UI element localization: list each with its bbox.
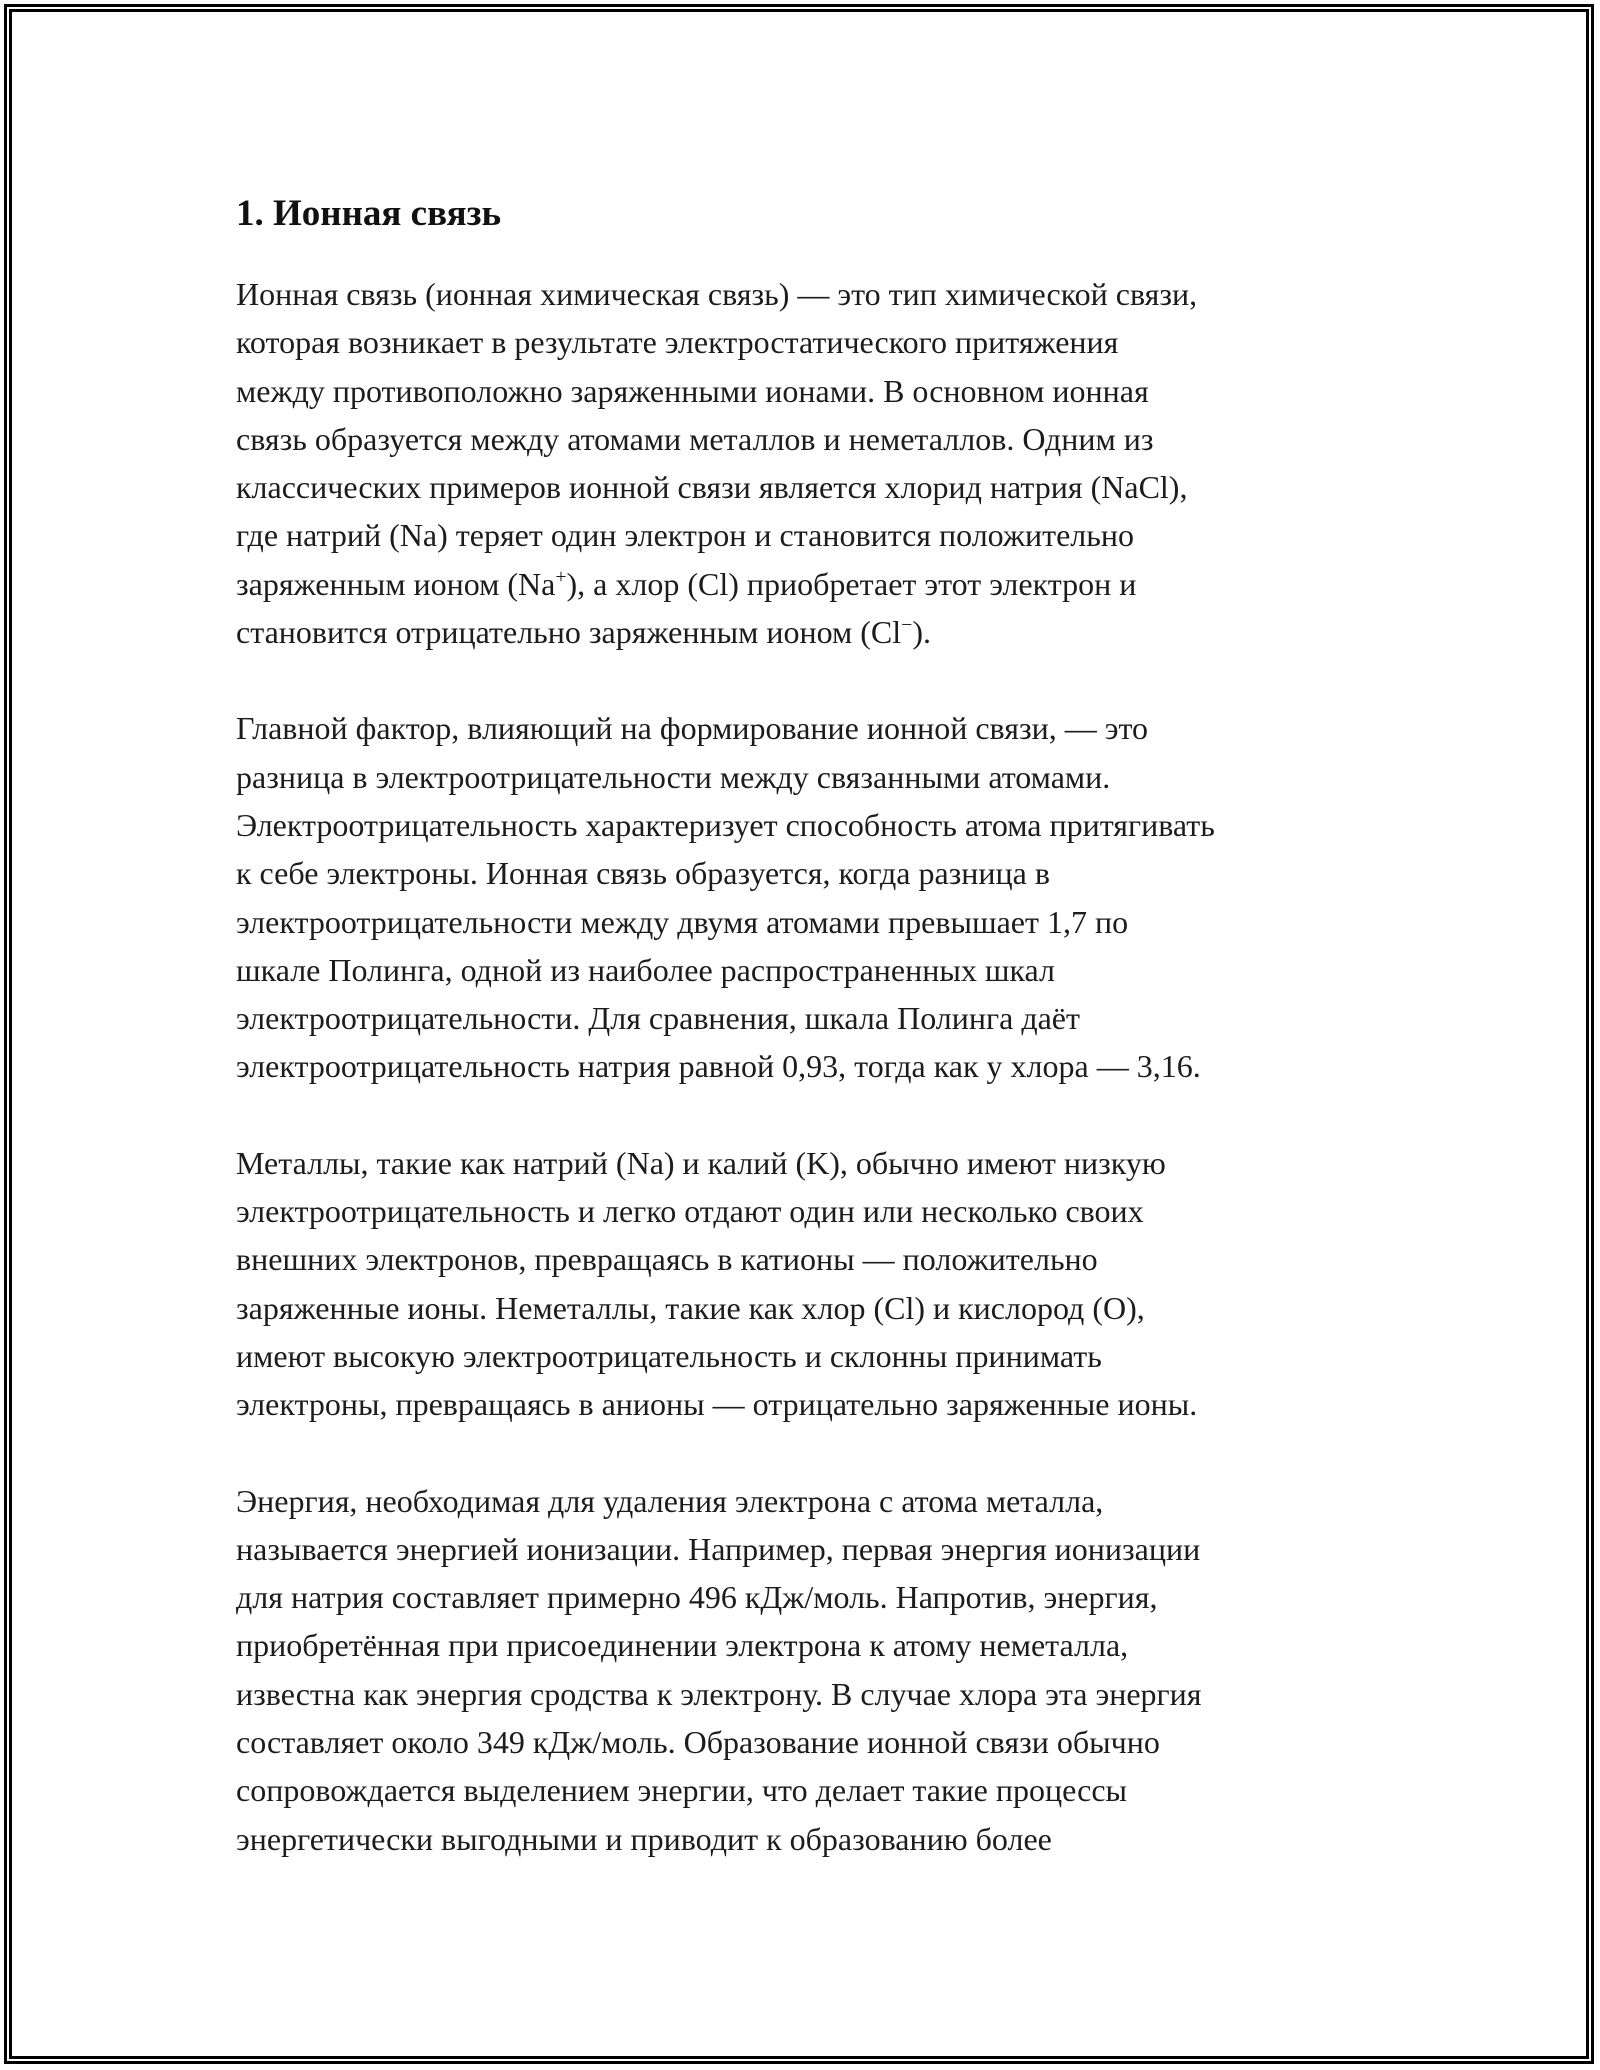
- text-line: Металлы, такие как натрий (Na) и калий (K), обычно имеют низкую: [236, 1144, 1166, 1181]
- text-line: классических примеров ионной связи является хлорид натрия (NaCl),: [236, 469, 1188, 506]
- text-line: Главной фактор, влияющий на формирование ионной связи, — это: [236, 710, 1149, 747]
- paragraph-electronegativity: [236, 704, 1396, 1090]
- text-line: энергетически выгодными и приводит к образованию более: [236, 1820, 1052, 1857]
- text-line: известна как энергия сродства к электрону. В случае хлора эта энергия: [236, 1675, 1202, 1712]
- text-line: составляет около 349 кДж/моль. Образование ионной связи обычно: [236, 1724, 1160, 1761]
- charge-superscript: +: [555, 565, 567, 588]
- text-line: внешних электронов, превращаясь в катионы — положительно: [236, 1241, 1098, 1278]
- text-line: называется энергией ионизации. Например, первая энергия ионизации: [236, 1530, 1201, 1567]
- text-line: между противоположно заряженными ионами. В основном ионная: [236, 372, 1149, 409]
- text-line: электроотрицательность и легко отдают один или несколько своих: [236, 1193, 1144, 1230]
- text-line: электроны, превращаясь в анионы — отрицательно заряженные ионы.: [236, 1386, 1198, 1423]
- text-line: электроотрицательности. Для сравнения, шкала Полинга даёт: [236, 1000, 1080, 1037]
- text-line: разница в электроотрицательности между связанными атомами.: [236, 758, 1111, 795]
- text-line: Электроотрицательность характеризует способность атома притягивать: [236, 806, 1215, 843]
- text-line: которая возникает в результате электростатического притяжения: [236, 324, 1119, 361]
- text-line: где натрий (Na) теряет один электрон и становится положительно: [236, 517, 1134, 554]
- text-line-chloride-ion: [236, 608, 1396, 656]
- text-line: Энергия, необходимая для удаления электрона с атома металла,: [236, 1482, 1104, 1519]
- paragraph-ionization-energy: [236, 1477, 1396, 1863]
- charge-superscript: −: [901, 614, 913, 637]
- text-line: заряженные ионы. Неметаллы, такие как хлор (Cl) и кислород (O),: [236, 1289, 1145, 1326]
- text-fragment: заряженным ионом (Na: [236, 565, 556, 602]
- text-line: имеют высокую электроотрицательность и склонны принимать: [236, 1337, 1102, 1374]
- text-fragment: ).: [912, 614, 931, 651]
- text-fragment: ), а хлор (Cl) приобретает этот электрон и: [566, 565, 1137, 602]
- text-line: приобретённая при присоединении электрона к атому неметалла,: [236, 1627, 1129, 1664]
- text-line: электроотрицательности между двумя атомами превышает 1,7 по: [236, 903, 1129, 940]
- document-body: [236, 186, 1396, 1911]
- text-line: для натрия составляет примерно 496 кДж/моль. Напротив, энергия,: [236, 1579, 1158, 1616]
- text-fragment: становится отрицательно заряженным ионом (Cl: [236, 614, 902, 651]
- text-line-sodium-ion: [236, 560, 1396, 608]
- text-line: сопровождается выделением энергии, что делает такие процессы: [236, 1772, 1128, 1809]
- text-line: связь образуется между атомами металлов и неметаллов. Одним из: [236, 420, 1154, 457]
- section-heading: 1. Ионная связь: [236, 193, 502, 234]
- text-line: Ионная связь (ионная химическая связь) — это тип химической связи,: [236, 276, 1198, 312]
- text-line: шкале Полинга, одной из наиболее распространенных шкал: [236, 951, 1055, 988]
- paragraph-metals-nonmetals: [236, 1139, 1396, 1429]
- text-line: к себе электроны. Ионная связь образуется, когда разница в: [236, 855, 1050, 892]
- paragraph-ionic-bond-definition: [236, 270, 1396, 656]
- text-line: электроотрицательность натрия равной 0,93, тогда как у хлора — 3,16.: [236, 1048, 1201, 1085]
